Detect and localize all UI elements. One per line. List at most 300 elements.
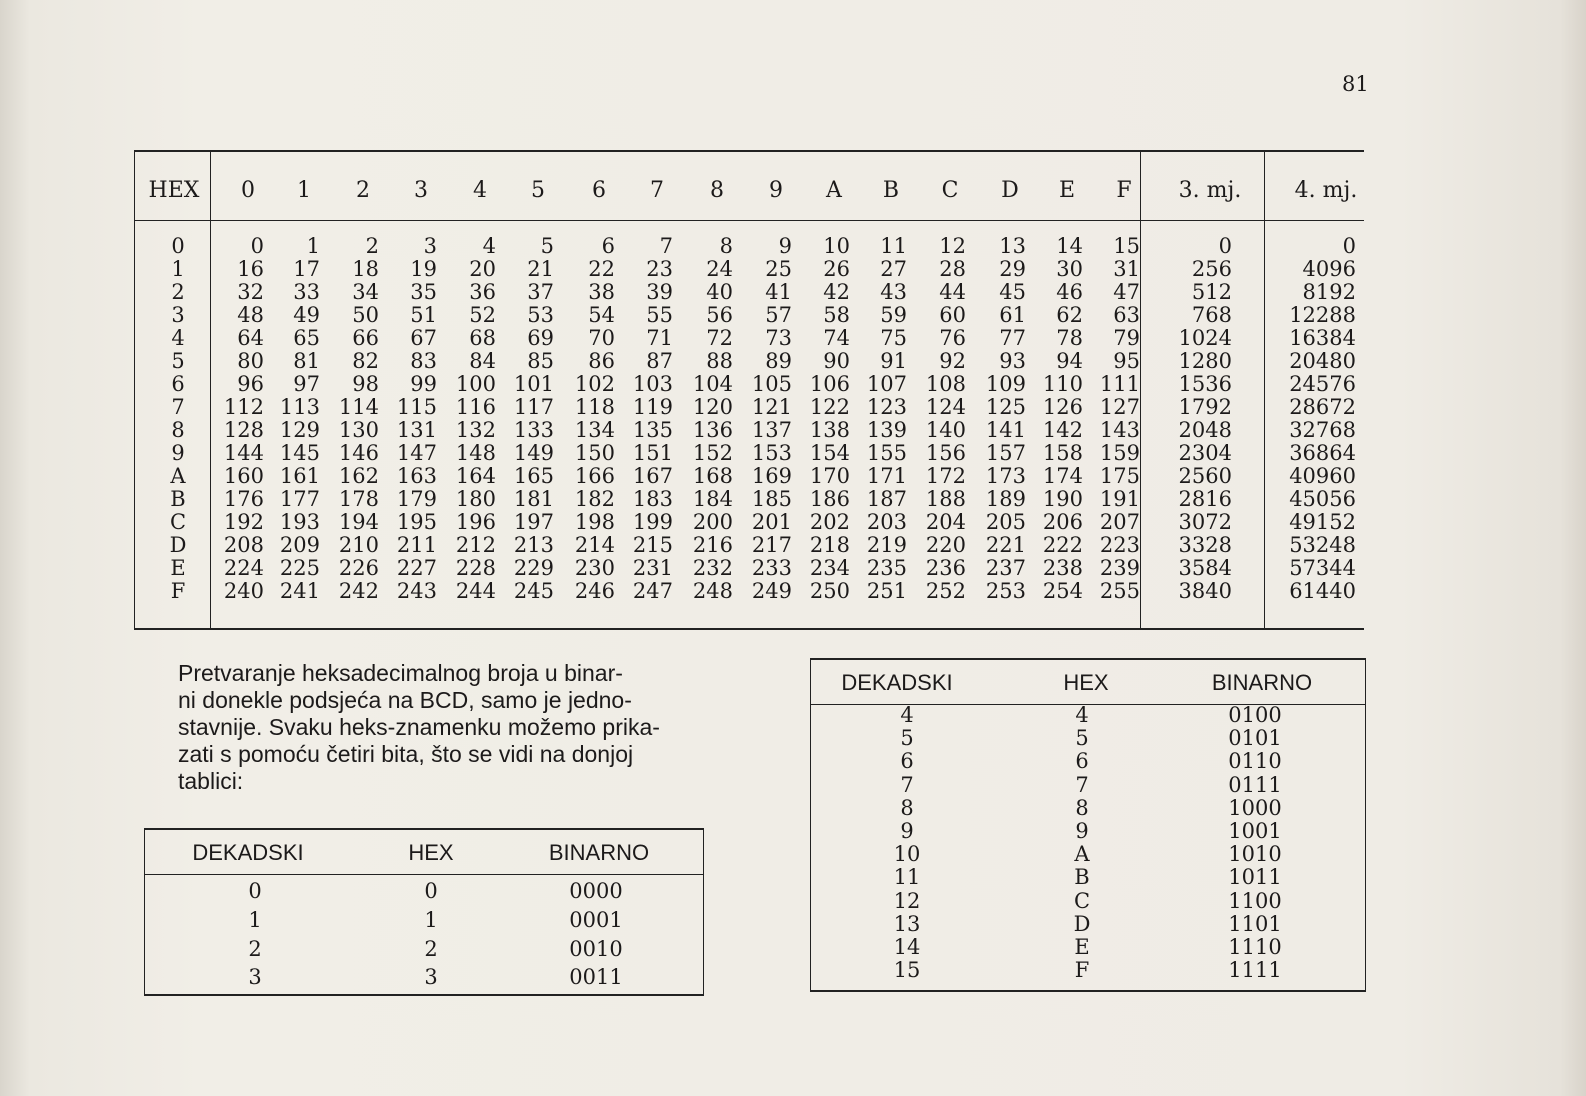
table-cell: 1536 — [1178, 372, 1232, 396]
table-cell: 124 — [925, 395, 966, 419]
table-cell: 0100 — [1228, 703, 1282, 727]
table-cell: 0001 — [569, 907, 623, 932]
table-cell: 99 — [410, 372, 437, 396]
table-cell: 110 — [1042, 372, 1083, 396]
table-cell: 4 — [482, 234, 496, 258]
table-cell: 3 — [248, 965, 262, 990]
table-cell: 142 — [1042, 418, 1083, 442]
table-cell: 176 — [223, 487, 264, 511]
table-cell: 197 — [513, 510, 554, 534]
table-cell: 26 — [823, 257, 850, 281]
table-cell: 114 — [338, 395, 379, 419]
table-cell: 24 — [706, 257, 733, 281]
table-cell: 68 — [469, 326, 496, 350]
table-cell: 74 — [823, 326, 850, 350]
table-cell: 179 — [396, 487, 437, 511]
table-cell: 9 — [900, 819, 914, 843]
table-cell: 85 — [527, 349, 554, 373]
table-cell: 160 — [223, 464, 264, 488]
table-cell: 81 — [293, 349, 320, 373]
third-place-divider — [1140, 152, 1141, 628]
hex-conversion-table — [134, 150, 1364, 630]
column-header: HEX — [148, 178, 200, 203]
table-cell: 6 — [1075, 749, 1089, 774]
table-cell: 175 — [1099, 464, 1140, 488]
table-cell: 19 — [410, 257, 437, 281]
table-cell: 166 — [574, 464, 615, 488]
table-cell: 45056 — [1289, 487, 1356, 511]
table-cell: 202 — [809, 510, 850, 534]
table-cell: 0011 — [569, 965, 623, 990]
table-cell: 70 — [588, 326, 615, 350]
table-cell: 161 — [279, 464, 320, 488]
table-cell: 242 — [338, 579, 379, 603]
table-cell: 3 — [423, 234, 437, 258]
table-cell: 2560 — [1178, 464, 1232, 488]
table-cell: 4 — [1075, 703, 1089, 727]
column-header: 3 — [414, 178, 428, 203]
table-cell: 198 — [574, 510, 615, 534]
table-cell: 255 — [1099, 579, 1140, 603]
table-cell: 245 — [513, 579, 554, 603]
table-cell: 7 — [659, 234, 673, 258]
table-cell: 1792 — [1178, 395, 1232, 419]
table-cell: 0 — [424, 879, 438, 903]
table-cell: 251 — [866, 579, 907, 603]
table-cell: 205 — [985, 510, 1026, 534]
table-cell: 12 — [893, 888, 921, 913]
table-cell: 60 — [939, 303, 966, 327]
table-cell: 0111 — [1228, 772, 1282, 797]
table-cell: 82 — [352, 349, 379, 373]
column-header: F — [1116, 178, 1132, 203]
table-left-border — [810, 660, 811, 990]
table-cell: 96 — [237, 372, 264, 396]
table-cell: 8 — [1075, 795, 1089, 820]
table-cell: 201 — [751, 510, 792, 534]
table-cell: 148 — [455, 441, 496, 465]
table-cell: 219 — [866, 533, 907, 557]
table-cell: 98 — [352, 372, 379, 396]
column-header: 1 — [297, 178, 311, 203]
table-cell: 0 — [250, 234, 264, 258]
table-cell: 256 — [1191, 257, 1232, 281]
table-cell: 8 — [900, 795, 914, 820]
table-cell: 2816 — [1178, 487, 1232, 511]
table-cell: 79 — [1113, 326, 1140, 350]
table-cell: 103 — [632, 372, 673, 396]
table-cell: 228 — [455, 556, 496, 580]
table-cell: 88 — [706, 349, 733, 373]
table-cell: 20480 — [1289, 349, 1356, 373]
table-cell: 84 — [469, 349, 496, 373]
table-cell: 50 — [352, 303, 379, 327]
column-header: B — [882, 178, 900, 203]
table-cell: 1010 — [1228, 842, 1282, 867]
table-cell: 180 — [455, 487, 496, 511]
table-cell: 125 — [985, 395, 1026, 419]
table-cell: 183 — [632, 487, 673, 511]
table-cell: 32768 — [1289, 418, 1356, 442]
table-cell: 157 — [985, 441, 1026, 465]
explanation-paragraph — [178, 660, 738, 795]
table-cell: 0010 — [569, 936, 623, 961]
table-cell: 9 — [778, 234, 792, 258]
table-cell: 0 — [1218, 234, 1232, 258]
table-cell: 5 — [1075, 726, 1089, 751]
table-cell: 0 — [1342, 234, 1356, 258]
table-cell: 67 — [410, 326, 437, 350]
column-header: 9 — [769, 178, 783, 203]
table-cell: 33 — [293, 280, 320, 304]
table-cell: 126 — [1042, 395, 1083, 419]
table-cell: 1001 — [1228, 819, 1282, 843]
table-cell: 64 — [237, 326, 264, 350]
table-cell: A — [1074, 842, 1090, 867]
table-cell: 105 — [751, 372, 792, 396]
table-cell: 45 — [999, 280, 1026, 304]
table-cell: 185 — [751, 487, 792, 511]
table-cell: 238 — [1042, 556, 1083, 580]
table-cell: 17 — [293, 257, 320, 281]
table-cell: 229 — [513, 556, 554, 580]
table-cell: 28672 — [1289, 395, 1356, 419]
table-cell: 0101 — [1228, 726, 1282, 751]
table-cell: 171 — [866, 464, 907, 488]
table-cell: 38 — [588, 280, 615, 304]
table-cell: 221 — [985, 533, 1026, 557]
table-cell: 225 — [279, 556, 320, 580]
column-header: 8 — [710, 178, 724, 203]
table-cell: D — [1073, 911, 1091, 936]
table-cell: 226 — [338, 556, 379, 580]
table-cell: 187 — [866, 487, 907, 511]
table-cell: 7 — [900, 772, 914, 797]
table-cell: 40960 — [1289, 464, 1356, 488]
table-cell: 113 — [279, 395, 320, 419]
table-cell: 203 — [866, 510, 907, 534]
table-cell: 48 — [237, 303, 264, 327]
table-cell: 193 — [279, 510, 320, 534]
table-cell: 1100 — [1228, 888, 1282, 913]
table-cell: 2304 — [1178, 441, 1232, 465]
table-cell: 28 — [939, 257, 966, 281]
table-cell: 41 — [765, 280, 792, 304]
table-cell: 512 — [1191, 280, 1232, 304]
table-cell: 2 — [248, 936, 262, 961]
table-cell: 23 — [646, 257, 673, 281]
table-cell: 222 — [1042, 533, 1083, 557]
table-cell: 122 — [809, 395, 850, 419]
column-header: 0 — [241, 178, 255, 203]
table-cell: 212 — [455, 533, 496, 557]
table-cell: B — [1074, 865, 1090, 890]
table-cell: 215 — [632, 533, 673, 557]
table-cell: 132 — [455, 418, 496, 442]
table-cell: 7 — [1075, 772, 1089, 797]
table-cell: 54 — [588, 303, 615, 327]
table-cell: 39 — [646, 280, 673, 304]
table-cell: 231 — [632, 556, 673, 580]
row-label: D — [169, 533, 187, 557]
table-cell: 15 — [893, 958, 921, 983]
binary-table-right — [810, 658, 1366, 992]
table-cell: 2048 — [1178, 418, 1232, 442]
table-cell: 223 — [1099, 533, 1140, 557]
row-label: 8 — [171, 418, 185, 442]
table-cell: 3072 — [1178, 510, 1232, 534]
table-cell: 235 — [866, 556, 907, 580]
table-cell: 240 — [223, 579, 264, 603]
column-header: BINARNO — [1211, 670, 1313, 695]
table-cell: C — [1073, 888, 1091, 913]
table-cell: 224 — [223, 556, 264, 580]
table-cell: 158 — [1042, 441, 1083, 465]
table-cell: 3328 — [1178, 533, 1232, 557]
table-cell: 1101 — [1228, 911, 1282, 936]
table-cell: 51 — [410, 303, 437, 327]
row-label: 5 — [171, 349, 185, 373]
table-cell: 0 — [248, 879, 262, 903]
table-cell: 30 — [1056, 257, 1083, 281]
table-cell: 141 — [985, 418, 1026, 442]
column-header: DEKADSKI — [192, 840, 304, 865]
table-cell: 71 — [646, 326, 673, 350]
table-cell: 253 — [985, 579, 1026, 603]
table-cell: 83 — [410, 349, 437, 373]
table-cell: 2 — [365, 234, 379, 258]
table-cell: 153 — [751, 441, 792, 465]
table-cell: 1011 — [1228, 865, 1282, 890]
row-label: 0 — [171, 234, 185, 258]
table-cell: 22 — [588, 257, 615, 281]
table-cell: 11 — [880, 234, 907, 258]
table-cell: 146 — [338, 441, 379, 465]
table-cell: 244 — [455, 579, 496, 603]
table-cell: 46 — [1056, 280, 1083, 304]
column-header: DEKADSKI — [841, 670, 953, 695]
table-cell: 236 — [925, 556, 966, 580]
table-cell: 89 — [765, 349, 792, 373]
column-header: A — [826, 178, 842, 203]
table-cell: 206 — [1042, 510, 1083, 534]
table-cell: 149 — [513, 441, 554, 465]
table-cell: 195 — [396, 510, 437, 534]
table-cell: 27 — [880, 257, 907, 281]
table-cell: 1 — [306, 234, 320, 258]
table-cell: 1280 — [1178, 349, 1232, 373]
table-cell: 12 — [939, 234, 966, 258]
table-cell: 102 — [574, 372, 615, 396]
table-cell: 5 — [540, 234, 554, 258]
table-cell: 239 — [1099, 556, 1140, 580]
table-cell: 186 — [809, 487, 850, 511]
table-cell: 63 — [1113, 303, 1140, 327]
table-cell: 36864 — [1289, 441, 1356, 465]
table-cell: 8 — [719, 234, 733, 258]
table-cell: 52 — [469, 303, 496, 327]
table-cell: 109 — [985, 372, 1026, 396]
table-cell: 78 — [1056, 326, 1083, 350]
binary-table-left — [144, 828, 704, 996]
table-cell: 213 — [513, 533, 554, 557]
column-header: 6 — [592, 178, 606, 203]
table-cell: 199 — [632, 510, 673, 534]
table-cell: 162 — [338, 464, 379, 488]
column-header: HEX — [408, 840, 454, 865]
table-cell: 10 — [823, 234, 850, 258]
table-cell: 254 — [1042, 579, 1083, 603]
table-cell: 61 — [999, 303, 1026, 327]
table-cell: 207 — [1099, 510, 1140, 534]
table-cell: 768 — [1191, 303, 1232, 327]
table-cell: 177 — [279, 487, 320, 511]
table-cell: 218 — [809, 533, 850, 557]
table-cell: 181 — [513, 487, 554, 511]
row-label: 6 — [171, 372, 185, 396]
table-cell: 29 — [999, 257, 1026, 281]
table-cell: 6 — [601, 234, 615, 258]
table-cell: 154 — [809, 441, 850, 465]
table-cell: 120 — [692, 395, 733, 419]
table-cell: 80 — [237, 349, 264, 373]
column-header: HEX — [1063, 670, 1109, 695]
column-header: 7 — [650, 178, 664, 203]
table-cell: 56 — [706, 303, 733, 327]
table-cell: 49152 — [1289, 510, 1356, 534]
column-header: 4. mj. — [1294, 178, 1358, 203]
table-cell: 241 — [279, 579, 320, 603]
table-cell: 100 — [455, 372, 496, 396]
table-cell: 57 — [765, 303, 792, 327]
table-cell: 211 — [396, 533, 437, 557]
table-cell: 137 — [751, 418, 792, 442]
table-cell: 112 — [223, 395, 264, 419]
page-number: 81 — [1342, 72, 1369, 96]
table-cell: 246 — [574, 579, 615, 603]
table-cell: 16384 — [1289, 326, 1356, 350]
table-cell: 36 — [469, 280, 496, 304]
table-cell: 44 — [939, 280, 966, 304]
table-cell: 115 — [396, 395, 437, 419]
table-cell: 250 — [809, 579, 850, 603]
row-label: C — [169, 510, 187, 534]
table-cell: 15 — [1113, 234, 1140, 258]
table-cell: 97 — [293, 372, 320, 396]
table-cell: 172 — [925, 464, 966, 488]
table-cell: 135 — [632, 418, 673, 442]
table-cell: 190 — [1042, 487, 1083, 511]
table-cell: 53 — [527, 303, 554, 327]
table-cell: 145 — [279, 441, 320, 465]
table-cell: 168 — [692, 464, 733, 488]
table-cell: 1 — [424, 907, 438, 932]
table-cell: 18 — [352, 257, 379, 281]
table-cell: 95 — [1113, 349, 1140, 373]
table-cell: 35 — [410, 280, 437, 304]
table-cell: 24576 — [1289, 372, 1356, 396]
table-cell: 91 — [880, 349, 907, 373]
table-cell: 73 — [765, 326, 792, 350]
table-cell: 147 — [396, 441, 437, 465]
table-cell: F — [1074, 958, 1090, 983]
table-cell: 76 — [939, 326, 966, 350]
table-cell: 65 — [293, 326, 320, 350]
table-cell: 232 — [692, 556, 733, 580]
column-header: 3. mj. — [1178, 178, 1242, 203]
column-header: BINARNO — [548, 840, 650, 865]
table-cell: 43 — [880, 280, 907, 304]
table-cell: 174 — [1042, 464, 1083, 488]
table-cell: 2 — [424, 936, 438, 961]
table-cell: 165 — [513, 464, 554, 488]
table-cell: 227 — [396, 556, 437, 580]
table-cell: 216 — [692, 533, 733, 557]
table-cell: 0110 — [1228, 749, 1282, 774]
table-cell: 53248 — [1289, 533, 1356, 557]
table-cell: 129 — [279, 418, 320, 442]
table-cell: 140 — [925, 418, 966, 442]
paragraph-line: stavnije. Svaku heks-znamenku možemo prika- — [178, 714, 660, 740]
paragraph-line: Pretvaranje heksadecimalnog broja u binar- — [178, 660, 623, 686]
table-cell: 189 — [985, 487, 1026, 511]
row-label: 7 — [171, 395, 185, 419]
table-cell: 127 — [1099, 395, 1140, 419]
row-label: 1 — [171, 257, 185, 281]
table-cell: 37 — [527, 280, 554, 304]
table-cell: 210 — [338, 533, 379, 557]
table-cell: 94 — [1056, 349, 1083, 373]
paragraph-line: tablici: — [178, 768, 244, 794]
table-cell: 104 — [692, 372, 733, 396]
table-cell: 13 — [893, 911, 921, 936]
row-label: A — [170, 464, 186, 488]
table-cell: 252 — [925, 579, 966, 603]
table-cell: 159 — [1099, 441, 1140, 465]
table-cell: 1000 — [1228, 795, 1282, 820]
table-cell: 136 — [692, 418, 733, 442]
table-cell: 55 — [646, 303, 673, 327]
column-header: E — [1058, 178, 1076, 203]
table-cell: 8192 — [1302, 280, 1356, 304]
column-header: 2 — [356, 178, 370, 203]
table-cell: 194 — [338, 510, 379, 534]
table-cell: 131 — [396, 418, 437, 442]
table-cell: 118 — [574, 395, 615, 419]
table-cell: 32 — [237, 280, 264, 304]
row-label: 4 — [171, 326, 185, 350]
table-cell: 42 — [823, 280, 850, 304]
table-cell: 1110 — [1228, 935, 1282, 959]
table-cell: 31 — [1113, 257, 1140, 281]
table-cell: 209 — [279, 533, 320, 557]
table-left-border — [144, 830, 145, 994]
table-cell: 3 — [424, 965, 438, 990]
table-cell: 20 — [469, 257, 496, 281]
table-cell: 182 — [574, 487, 615, 511]
table-cell: 163 — [396, 464, 437, 488]
table-cell: 130 — [338, 418, 379, 442]
table-cell: 40 — [706, 280, 733, 304]
table-cell: 178 — [338, 487, 379, 511]
table-cell: 1111 — [1228, 958, 1282, 983]
table-cell: 150 — [574, 441, 615, 465]
table-cell: 13 — [999, 234, 1026, 258]
table-cell: 4 — [900, 703, 914, 727]
table-cell: 4096 — [1302, 257, 1356, 281]
fourth-place-divider — [1264, 152, 1265, 628]
table-cell: 61440 — [1289, 579, 1356, 603]
